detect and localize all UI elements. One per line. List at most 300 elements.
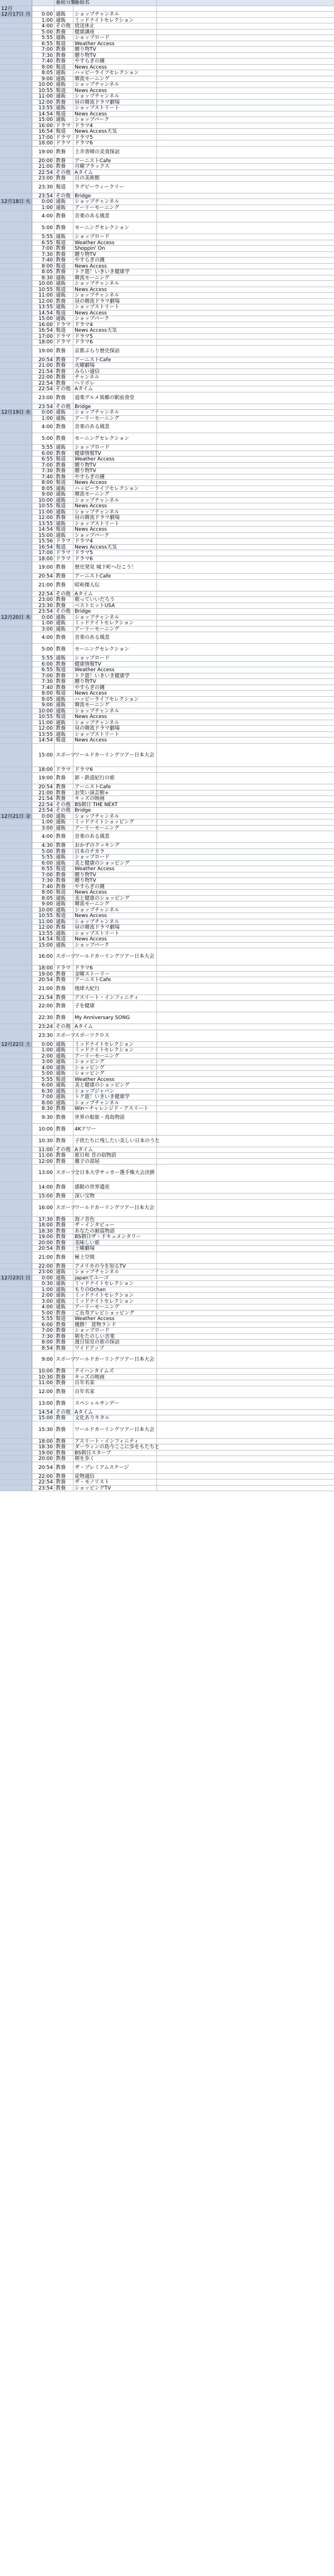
program-row <box>0 193 334 200</box>
program-title: Weather Access <box>73 667 157 673</box>
program-row <box>0 164 334 170</box>
program-title: ドラマ6 <box>73 556 157 562</box>
empty-cell <box>157 299 334 304</box>
empty-cell <box>157 375 334 380</box>
program-category: 教養 <box>55 597 73 603</box>
program-title: やすらぎの鐘 <box>73 884 157 890</box>
day-label <box>0 545 32 550</box>
program-category: その他 <box>55 23 73 29</box>
day-label <box>0 919 32 925</box>
program-title: Shoppin' On <box>73 246 157 251</box>
day-label <box>0 1398 32 1409</box>
start-time: 0:00 <box>32 1042 55 1047</box>
day-label <box>0 738 32 743</box>
program-title: ワールドカーリングツアー日本大会 <box>73 744 157 767</box>
start-time: 16:54 <box>32 129 55 134</box>
day-label <box>0 94 32 99</box>
program-category: 教養 <box>55 1246 73 1251</box>
program-category: 教養 <box>55 474 73 480</box>
start-time: 8:30 <box>32 1106 55 1112</box>
empty-cell <box>157 580 334 591</box>
start-time: 8:00 <box>32 691 55 696</box>
empty-cell <box>157 709 334 714</box>
program-title: 週日知見の旅の探訪 <box>73 1340 157 1345</box>
header-category: 番組分類 <box>56 0 76 6</box>
day-label <box>0 275 32 281</box>
day-label <box>0 550 32 556</box>
program-title: アーニストCafe <box>73 357 157 363</box>
program-row <box>0 556 334 562</box>
start-time: 10:00 <box>32 1369 55 1374</box>
empty-cell <box>157 527 334 532</box>
day-label <box>0 908 32 913</box>
program-category: 教養 <box>55 468 73 474</box>
program-title: Aタイム <box>73 170 157 176</box>
empty-cell <box>157 878 334 884</box>
program-title: ショップロード <box>73 656 157 661</box>
program-category: 通販 <box>55 819 73 825</box>
program-category: 教養 <box>55 1415 73 1421</box>
program-category: 教養 <box>55 1124 73 1135</box>
program-row <box>0 966 334 972</box>
start-time: 16:54 <box>32 545 55 550</box>
day-label <box>0 1340 32 1345</box>
start-time: 23:30 <box>32 1030 55 1041</box>
program-row <box>0 503 334 510</box>
program-row <box>0 1047 334 1054</box>
day-label <box>0 826 32 831</box>
program-row <box>0 609 334 615</box>
start-time: 20:00 <box>32 1240 55 1246</box>
empty-cell <box>157 1375 334 1380</box>
day-label <box>0 831 32 842</box>
program-row <box>0 1229 334 1235</box>
program-title: ミッドナイトセレクション <box>73 1293 157 1298</box>
program-category: 教養 <box>55 831 73 842</box>
start-time: 7:00 <box>32 872 55 878</box>
empty-cell <box>157 796 334 802</box>
start-time: 1:00 <box>32 1287 55 1293</box>
day-label <box>0 1077 32 1083</box>
program-row <box>0 861 334 867</box>
program-category: 通販 <box>55 814 73 819</box>
empty-cell <box>157 468 334 474</box>
program-category: 通販 <box>55 410 73 415</box>
program-row <box>0 597 334 603</box>
program-category: 通販 <box>55 1275 73 1281</box>
day-label <box>0 357 32 363</box>
start-time: 4:00 <box>32 632 55 643</box>
empty-cell <box>157 386 334 392</box>
empty-cell <box>157 140 334 146</box>
day-label <box>0 1304 32 1310</box>
program-title: 贈り物TV <box>73 468 157 474</box>
day-label <box>0 170 32 176</box>
program-title: ドラマ6 <box>73 966 157 971</box>
start-time: 23:00 <box>32 1269 55 1275</box>
program-category: ドラマ <box>55 539 73 544</box>
day-label <box>0 1299 32 1304</box>
program-title: ドラマ4 <box>73 539 157 544</box>
program-category: 教養 <box>55 1222 73 1228</box>
program-row <box>0 814 334 820</box>
program-title: ザ・インタビュー <box>73 1222 157 1228</box>
start-time: 5:55 <box>32 35 55 41</box>
program-title: 美味しい旅 <box>73 1240 157 1246</box>
program-category: 教養 <box>55 1194 73 1199</box>
day-label <box>0 802 32 808</box>
empty-cell <box>157 82 334 88</box>
program-title: ハッピーライフセレクション <box>73 486 157 492</box>
program-row <box>0 339 334 346</box>
empty-cell <box>157 234 334 240</box>
empty-cell <box>157 1380 334 1386</box>
start-time: 21:54 <box>32 796 55 802</box>
empty-cell <box>157 30 334 35</box>
day-label <box>0 1147 32 1153</box>
day-label <box>0 269 32 275</box>
empty-cell <box>157 246 334 251</box>
program-row <box>0 890 334 896</box>
empty-cell <box>157 925 334 930</box>
program-row <box>0 673 334 680</box>
program-category: 教養 <box>55 977 73 983</box>
empty-cell <box>157 603 334 609</box>
day-label <box>0 287 32 293</box>
program-title: アーリーモーニング <box>73 1054 157 1059</box>
empty-cell <box>157 1316 334 1322</box>
program-row <box>0 70 334 76</box>
program-row <box>0 35 334 41</box>
start-time: 7:00 <box>32 246 55 251</box>
start-time: 0:00 <box>32 12 55 17</box>
empty-cell <box>157 627 334 632</box>
program-row <box>0 1252 334 1264</box>
program-category: 教養 <box>55 30 73 35</box>
day-label <box>0 1047 32 1053</box>
program-row <box>0 1346 334 1352</box>
program-category: 教養 <box>55 1311 73 1316</box>
start-time: 19:00 <box>32 562 55 573</box>
program-title: ショッピング <box>73 1065 157 1071</box>
program-category: 教養 <box>55 222 73 234</box>
program-category: 教養 <box>55 1479 73 1485</box>
program-row <box>0 311 334 317</box>
program-category: その他 <box>55 404 73 410</box>
start-time: 22:54 <box>32 386 55 392</box>
day-label <box>0 416 32 421</box>
start-time: 7:30 <box>32 53 55 59</box>
day-label <box>0 1071 32 1076</box>
day-label <box>0 714 32 720</box>
start-time: 16:00 <box>32 1200 55 1216</box>
empty-cell <box>157 685 334 691</box>
program-row <box>0 1439 334 1445</box>
program-category: 教養 <box>55 1136 73 1147</box>
start-time: 8:05 <box>32 896 55 901</box>
empty-cell <box>157 539 334 544</box>
program-category: 教養 <box>55 1217 73 1222</box>
program-row <box>0 1351 334 1369</box>
program-category: 教養 <box>55 59 73 64</box>
day-label <box>0 1083 32 1088</box>
day-label <box>0 644 32 655</box>
empty-cell <box>157 691 334 696</box>
program-category: 通販 <box>55 1094 73 1100</box>
day-label <box>0 1012 32 1023</box>
program-row <box>0 1165 334 1182</box>
program-title: 韓流モーニング <box>73 275 157 281</box>
program-category: 教養 <box>55 673 73 679</box>
program-row <box>0 293 334 299</box>
day-label <box>0 205 32 211</box>
program-category: 教養 <box>55 451 73 457</box>
start-time: 7:30 <box>32 468 55 474</box>
empty-cell <box>157 1030 334 1041</box>
program-category: 通販 <box>55 1304 73 1310</box>
day-label <box>0 211 32 222</box>
start-time: 8:00 <box>32 890 55 895</box>
program-category: 教養 <box>55 925 73 930</box>
program-category: スポーツ <box>55 744 73 767</box>
program-title: アーリーモーニング <box>73 1304 157 1310</box>
program-title: ショップストリート <box>73 732 157 738</box>
program-title: 音楽のある風景 <box>73 421 157 433</box>
program-row <box>0 521 334 527</box>
program-title: ショップジャパン <box>73 1089 157 1094</box>
start-time: 1:00 <box>32 18 55 23</box>
program-title: やすらぎの鐘 <box>73 258 157 263</box>
empty-cell <box>157 1264 334 1269</box>
program-title: ショップチャンネル <box>73 709 157 714</box>
program-title: News Access天気 <box>73 129 157 134</box>
start-time: 18:00 <box>32 556 55 562</box>
program-category: 通販 <box>55 919 73 925</box>
program-category: 教養 <box>55 603 73 609</box>
program-category: 教養 <box>55 47 73 52</box>
start-time: 6:00 <box>32 451 55 457</box>
program-title: 日の美術館 <box>73 176 157 181</box>
empty-cell <box>157 498 334 503</box>
empty-cell <box>157 1444 334 1450</box>
start-time: 22:54 <box>32 591 55 597</box>
program-category: 通販 <box>55 486 73 492</box>
start-time: 8:05 <box>32 269 55 275</box>
start-time: 10:00 <box>32 281 55 287</box>
program-row <box>0 562 334 574</box>
program-row <box>0 983 334 995</box>
program-title: japanでユーゴ <box>73 1275 157 1281</box>
program-category: その他 <box>55 1147 73 1153</box>
program-category: 報道 <box>55 311 73 316</box>
program-title: アスリート・インフィニティ <box>73 995 157 1001</box>
program-category: ドラマ <box>55 966 73 971</box>
empty-cell <box>157 1147 334 1153</box>
program-row <box>0 603 334 609</box>
empty-cell <box>157 901 334 907</box>
start-time: 11:00 <box>32 1153 55 1158</box>
program-title: トク遊！いきいき健康学 <box>73 269 157 275</box>
start-time: 7:00 <box>32 47 55 52</box>
program-title: Bridge <box>73 193 157 199</box>
day-label <box>0 855 32 860</box>
day-label <box>0 591 32 597</box>
empty-cell <box>157 1450 334 1456</box>
program-title: アーニストCafe <box>73 977 157 983</box>
day-label <box>0 311 32 316</box>
month-row <box>0 6 334 12</box>
program-title: アーニストCafe <box>73 158 157 164</box>
program-title: ショッピング <box>73 1059 157 1065</box>
program-category: 通販 <box>55 702 73 708</box>
program-category: 通販 <box>55 720 73 726</box>
program-title: News Access <box>73 691 157 696</box>
start-time: 6:55 <box>32 240 55 246</box>
program-category: 教養 <box>55 1234 73 1240</box>
program-row <box>0 65 334 71</box>
start-time: 5:00 <box>32 222 55 234</box>
day-label <box>0 328 32 333</box>
program-title: ショップロード <box>73 234 157 240</box>
program-title: 贈り物TV <box>73 47 157 52</box>
start-time: 8:00 <box>32 1100 55 1106</box>
start-time: 15:00 <box>32 744 55 767</box>
program-title: トク遊！いきいき健康学 <box>73 1094 157 1100</box>
day-label: 12月17日 月 <box>0 12 32 17</box>
program-category: ドラマ <box>55 334 73 339</box>
program-row <box>0 176 334 182</box>
day-label <box>0 392 32 404</box>
program-row <box>0 416 334 422</box>
start-time: 4:00 <box>32 831 55 842</box>
program-title: ショップロード <box>73 445 157 450</box>
program-row <box>0 901 334 908</box>
day-label <box>0 486 32 492</box>
program-title: 韓流モーニング <box>73 702 157 708</box>
program-category: 通販 <box>55 82 73 88</box>
start-time: 11:00 <box>32 510 55 515</box>
program-row <box>0 925 334 931</box>
program-category: 通販 <box>55 35 73 41</box>
program-category: 報道 <box>55 937 73 942</box>
start-time: 13:00 <box>32 1165 55 1181</box>
program-row <box>0 1386 334 1398</box>
day-label <box>0 744 32 767</box>
day-label <box>0 1200 32 1216</box>
program-category: その他 <box>55 609 73 614</box>
program-category: 通販 <box>55 1269 73 1275</box>
empty-cell <box>157 47 334 52</box>
day-label <box>0 105 32 111</box>
empty-cell <box>157 983 334 994</box>
program-row <box>0 667 334 673</box>
empty-cell <box>157 70 334 76</box>
program-row <box>0 790 334 797</box>
program-title: ショップチャンネル <box>73 919 157 925</box>
program-title: やすらぎの鐘 <box>73 685 157 691</box>
program-title: ワイドアップ <box>73 1346 157 1351</box>
start-time: 20:54 <box>32 977 55 983</box>
start-time: 11:00 <box>32 94 55 99</box>
program-title: 健康情報TV <box>73 662 157 667</box>
start-time: 7:00 <box>32 673 55 679</box>
empty-cell <box>157 773 334 784</box>
program-category: 教養 <box>55 1346 73 1351</box>
program-row <box>0 41 334 47</box>
start-time: 7:40 <box>32 258 55 263</box>
program-row <box>0 1001 334 1012</box>
empty-cell <box>157 1439 334 1444</box>
program-category: 教養 <box>55 1444 73 1450</box>
start-time: 6:00 <box>32 861 55 866</box>
program-row <box>0 720 334 726</box>
program-category: 教養 <box>55 363 73 368</box>
start-time: 7:00 <box>32 463 55 468</box>
program-row <box>0 995 334 1001</box>
program-title: アーリーモーニング <box>73 826 157 831</box>
start-time: 15:56 <box>32 539 55 544</box>
program-category: 通販 <box>55 732 73 738</box>
program-row <box>0 1486 334 1492</box>
program-row <box>0 1100 334 1107</box>
program-row <box>0 76 334 83</box>
program-title: ショップチャンネル <box>73 615 157 620</box>
day-label <box>0 1159 32 1165</box>
program-row <box>0 943 334 949</box>
start-time: 9:00 <box>32 702 55 708</box>
program-title: ショップパーク <box>73 117 157 123</box>
empty-cell <box>157 790 334 796</box>
program-row <box>0 498 334 504</box>
header-title: 番組名 <box>73 0 157 6</box>
program-title: 百年名家 <box>73 1380 157 1386</box>
day-label <box>0 1316 32 1322</box>
program-title: ショップチャンネル <box>73 1269 157 1275</box>
program-row <box>0 913 334 919</box>
program-title: ミッドナイトセレクション <box>73 18 157 23</box>
program-row <box>0 1264 334 1270</box>
program-row <box>0 433 334 445</box>
program-category: 教養 <box>55 790 73 796</box>
empty-cell <box>157 667 334 673</box>
program-category: その他 <box>55 808 73 813</box>
start-time: 10:55 <box>32 503 55 509</box>
program-title: 朝を歩く <box>73 1456 157 1462</box>
program-title: ドラマ4 <box>73 123 157 129</box>
program-row <box>0 1380 334 1386</box>
program-title: ショップチャンネル <box>73 498 157 503</box>
program-row <box>0 1094 334 1100</box>
program-title: Win～チャレンジド・アスリート <box>73 1106 157 1112</box>
program-title: アーニストCafe <box>73 574 157 579</box>
start-time: 18:30 <box>32 1229 55 1234</box>
start-time: 13:55 <box>32 304 55 310</box>
start-time: 13:55 <box>32 521 55 527</box>
day-label <box>0 1089 32 1094</box>
start-time: 13:00 <box>32 1398 55 1409</box>
day-label <box>0 1456 32 1462</box>
empty-cell <box>157 1456 334 1462</box>
day-label <box>0 656 32 661</box>
program-title: 徒物通信 <box>73 1474 157 1479</box>
day-label <box>0 1124 32 1135</box>
program-category: 教養 <box>55 252 73 258</box>
day-label <box>0 281 32 287</box>
empty-cell <box>157 521 334 527</box>
program-category: 教養 <box>55 357 73 363</box>
empty-cell <box>157 562 334 573</box>
program-row <box>0 445 334 451</box>
